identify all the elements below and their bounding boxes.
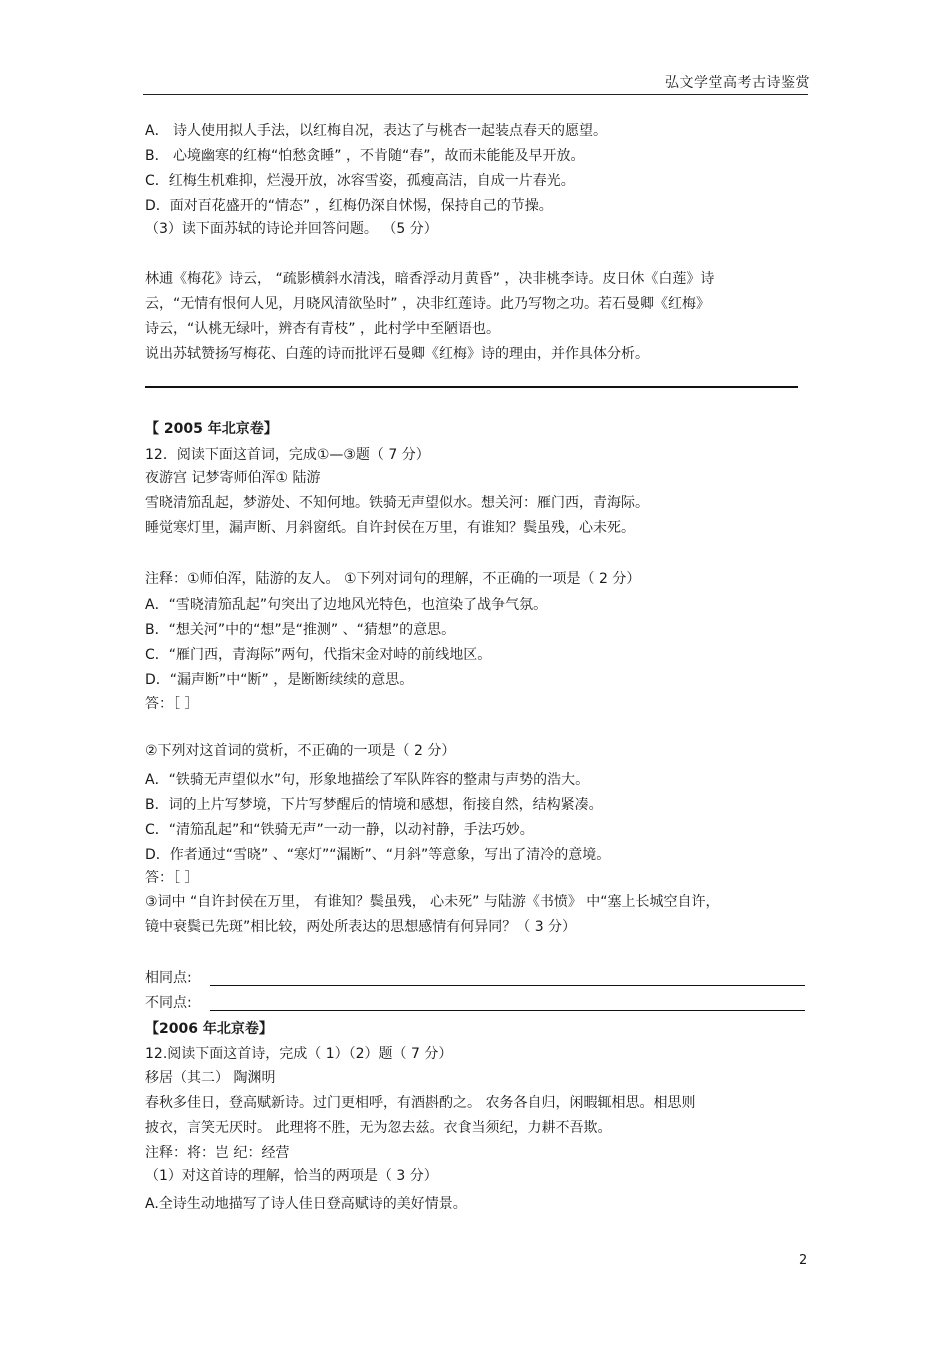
answer-bracket-1: 答：［ ］ <box>145 696 199 712</box>
question-12-2005: 12．阅读下面这首词，完成①—③题（ 7 分） <box>145 447 430 463</box>
question-12-2006: 12.阅读下面这首诗，完成（ 1）（2）题（ 7 分） <box>145 1046 453 1062</box>
q1-option-b: B．“想关河”中的“想”是“推测” 、“猜想”的意思。 <box>145 622 456 638</box>
section-divider <box>145 386 798 388</box>
header-divider <box>143 94 808 95</box>
question-3-line-2: 镜中衰鬓已先斑”相比较，两处所表达的思想感情有何异同？（ 3 分） <box>145 919 577 935</box>
answer-bracket-2: 答：［ ］ <box>145 870 199 886</box>
header-title: 弘文学堂高考古诗鉴赏 <box>665 75 810 91</box>
option-d: D．面对百花盛开的“情态” ，红梅仍深自怵惕，保持自己的节操。 <box>145 198 553 214</box>
q2-option-c: C．“清笳乱起”和“铁骑无声”一动一静，以动衬静，手法巧妙。 <box>145 822 534 838</box>
section-heading-2005: 【 2005 年北京卷】 <box>145 421 278 437</box>
diff-points-label: 不同点: <box>145 995 192 1011</box>
passage-question: 说出苏轼赞扬写梅花、白莲的诗而批评石曼卿《红梅》诗的理由，并作具体分析。 <box>145 346 649 362</box>
section-heading-2006: 【2006 年北京卷】 <box>145 1021 273 1037</box>
option-a: A． 诗人使用拟人手法，以红梅自况，表达了与桃杏一起装点春天的愿望。 <box>145 123 608 139</box>
same-points-label: 相同点: <box>145 970 192 986</box>
question-3: （3）读下面苏轼的诗论并回答问题。 （5 分） <box>145 221 438 237</box>
poem-title-2005: 夜游宫 记梦寄师伯浑① 陆游 <box>145 470 321 486</box>
q2-option-b: B．词的上片写梦境，下片写梦醒后的情境和感想，衔接自然，结构紧凑。 <box>145 797 603 813</box>
passage-line-2: 云，“无情有恨何人见，月晓风清欲坠时” ，决非红莲诗。此乃写物之功。若石曼卿《红梅》 <box>145 296 710 312</box>
question-3-line-1: ③词中 “自许封侯在万里， 有谁知？鬓虽残， 心未死” 与陆游《书愤》 中“塞上长城空自许， <box>145 894 720 910</box>
q2-option-d: D．作者通过“雪晓” 、“寒灯”“漏断”、“月斜”等意象，写出了清冷的意境。 <box>145 847 611 863</box>
annotation-2006: 注释：将：岂 纪：经营 <box>145 1145 290 1161</box>
passage-line-3: 诗云，“认桃无绿叶，辨杏有青枝” ，此村学中至陋语也。 <box>145 321 500 337</box>
option-b: B． 心境幽寒的红梅“怕愁贪睡” ，不肯随“春”，故而未能能及早开放。 <box>145 148 585 164</box>
question-1-2006: （1）对这首诗的理解，恰当的两项是（ 3 分） <box>145 1168 438 1184</box>
poem-line-1-2005: 雪晓清笳乱起，梦游处、不知何地。铁骑无声望似水。想关河：雁门西，青海际。 <box>145 495 649 511</box>
q1-option-c: C．“雁门西，青海际”两句，代指宋金对峙的前线地区。 <box>145 647 492 663</box>
option-c: C．红梅生机难抑，烂漫开放，冰容雪姿，孤瘦高洁，自成一片春光。 <box>145 173 575 189</box>
poem-line-1-2006: 春秋多佳日，登高赋新诗。过门更相呼，有酒斟酌之。 农务各自归，闲暇辄相思。相思则 <box>145 1095 696 1111</box>
q1-option-a: A．“雪晓清笳乱起”句突出了边地风光特色，也渲染了战争气氛。 <box>145 597 548 613</box>
q2-option-a: A．“铁骑无声望似水”句，形象地描绘了军队阵容的整肃与声势的浩大。 <box>145 772 590 788</box>
same-points-answer-line <box>210 985 805 986</box>
q1-option-d: D．“漏声断”中“断” ，是断断续续的意思。 <box>145 672 414 688</box>
annotation-2005: 注释：①师伯浑，陆游的友人。 ①下列对词句的理解，不正确的一项是（ 2 分） <box>145 571 641 587</box>
poem-line-2-2005: 睡觉寒灯里，漏声断、月斜窗纸。自许封侯在万里，有谁知？鬓虽残，心未死。 <box>145 520 635 536</box>
page-number: 2 <box>799 1253 808 1268</box>
question-2-2005: ②下列对这首词的赏析，不正确的一项是（ 2 分） <box>145 743 456 759</box>
diff-points-answer-line <box>210 1010 805 1011</box>
passage-line-1: 林逋《梅花》诗云， “疏影横斜水清浅，暗香浮动月黄昏” ，决非桃李诗。皮日休《白莲》诗 <box>145 271 715 287</box>
poem-title-2006: 移居（其二） 陶渊明 <box>145 1070 276 1086</box>
poem-line-2-2006: 披衣，言笑无厌时。 此理将不胜，无为忽去兹。衣食当须纪，力耕不吾欺。 <box>145 1120 612 1136</box>
q1-option-a-2006: A.全诗生动地描写了诗人佳日登高赋诗的美好情景。 <box>145 1196 467 1212</box>
